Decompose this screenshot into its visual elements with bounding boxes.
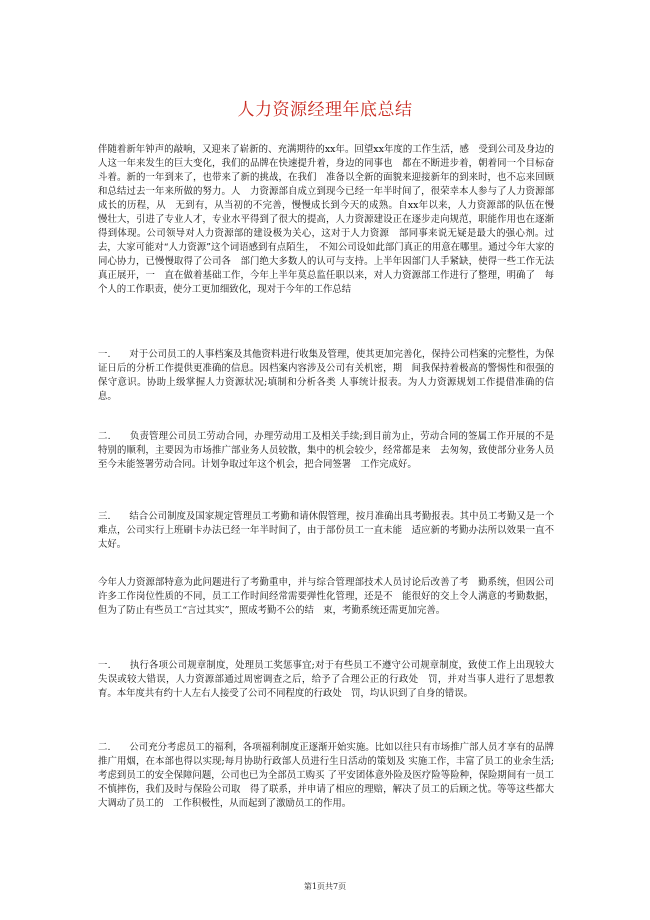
intro-paragraph: 伴随着新年钟声的敲响，又迎来了崭新的、充满期待的xx年。回望xx年度的工作生活，感 受到公司及身边的人这一年来发生的巨大变化，我们的品牌在快速提升着，身边的同事也 都在不断进步着，朝着同一个目标奋斗着。新的一年到来了，也带来了新的挑战，在我们 准备以全新的面貌来迎接新年的到来时，也不忘来回顾和总结过去一年来所做的努力。人 力资源部自成立到现今已经一年半时间了，很荣幸本人参与了人力资源部成长的历程，从 无到有，从当初的不完善，慢慢成长到今天的成熟。自xx年以来，人力资源部的队伍在慢 慢壮大，引进了专业人才，专业水平得到了很大的提高，人力资源建设正在逐步走向规范，职能作用也在逐渐得到体现。公司领导对人力资源部的建设极为关心，这对于人力资源 部同事来说无疑是最大的强心剂。过去，大家可能对“人力资源”这个词语感到有点陌生， 不知公司设如此部门真正的用意在哪里。通过今年大家的同心协力，已慢慢取得了公司各 部门绝大多数人的认可与支持。上半年因部门人手紧缺，使得一些工作无法真正展开，一 直在做着基础工作，今年上半年莫总监任职以来，对人力资源部工作进行了整理，明确了 每个人的工作职责，使分工更加细致化，现对于今年的工作总结 [98, 144, 564, 295]
paragraph-welfare: 二. 公司充分考虑员工的福利，各项福利制度正逐渐开始实施。比如以往只有市场推广部人员才享有的品牌推广用烟，在本部也得以实现;每月协助行政部人员进行生日活动的策划及 实施工作，丰富了员工的业余生活;考虑到员工的安全保障问题，公司也已为全部员工购买 了平安团体意外险及医疗险等险种，保险期间有一员工不慎摔伤，我们及时与保险公司取 得了联系，并申请了相应的理赔，解决了员工的后顾之忧。等等这些都大大调动了员工的 工作积极性，从而起到了激励员工的作用。 [98, 742, 554, 809]
paragraph-archives: 一. 对于公司员工的人事档案及其他资料进行收集及管理，使其更加完善化，保持公司档案的完整性，为保证日后的分析工作提供更准确的信息。因档案内容涉及公司有关机密，期 间我保持着极高的警惕性和很强的保守意识。协助上级掌握人力资源状况;填制和分析各类 人事统计报表。为人力资源规划工作提借准确的信息。 [98, 349, 554, 402]
paragraph-attendance: 三. 结合公司制度及国家规定管理员工考勤和请休假管理，按月准确出具考勤报表。其中员工考勤又是一个难点，公司实行上班刷卡办法已经一年半时间了，由于部份员工一直未能 适应新的考勤办法所以效果一直不太好。 [98, 511, 554, 550]
paragraph-labor-contracts: 二. 负责管理公司员工劳动合同，办理劳动用工及相关手续;到目前为止，劳动合同的签属工作开展的不是特别的顺利，主要因为市场推广部业务人员较散，集中的机会较少，经常都是来 去匆匆，致使部分业务人员至今未能签署劳动合同。计划争取过年这个机会，把合同签署 工作完成好。 [98, 431, 554, 470]
paragraph-attendance-system: 今年人力资源部特意为此问题进行了考勤重申，并与综合管理部技术人员讨论后改善了考 勤系统，但因公司许多工作岗位性质的不同，员工工作时间经常需要弹性化管理，还是不 能很好的交上令人满意的考勤数据，但为了防止有些员工“言过其实”，照成考勤不公的结 束，考勤系统还需更加完善。 [98, 577, 554, 616]
page-number: 第1页共7页 [303, 882, 347, 891]
paragraph-rules-discipline: 一. 执行各项公司规章制度，处理员工奖惩事宜;对于有些员工不遵守公司规章制度，致使工作上出现较大失误或较大错误，人力资源部通过周密调查之后，给予了合理公正的行政处 罚，并对当事人进行了思想教育。本年度共有约十人左右人接受了公司不同程度的行政处 罚，均认识到了自身的错误。 [98, 660, 554, 699]
document-title: 人力资源经理年底总结 [237, 100, 413, 120]
